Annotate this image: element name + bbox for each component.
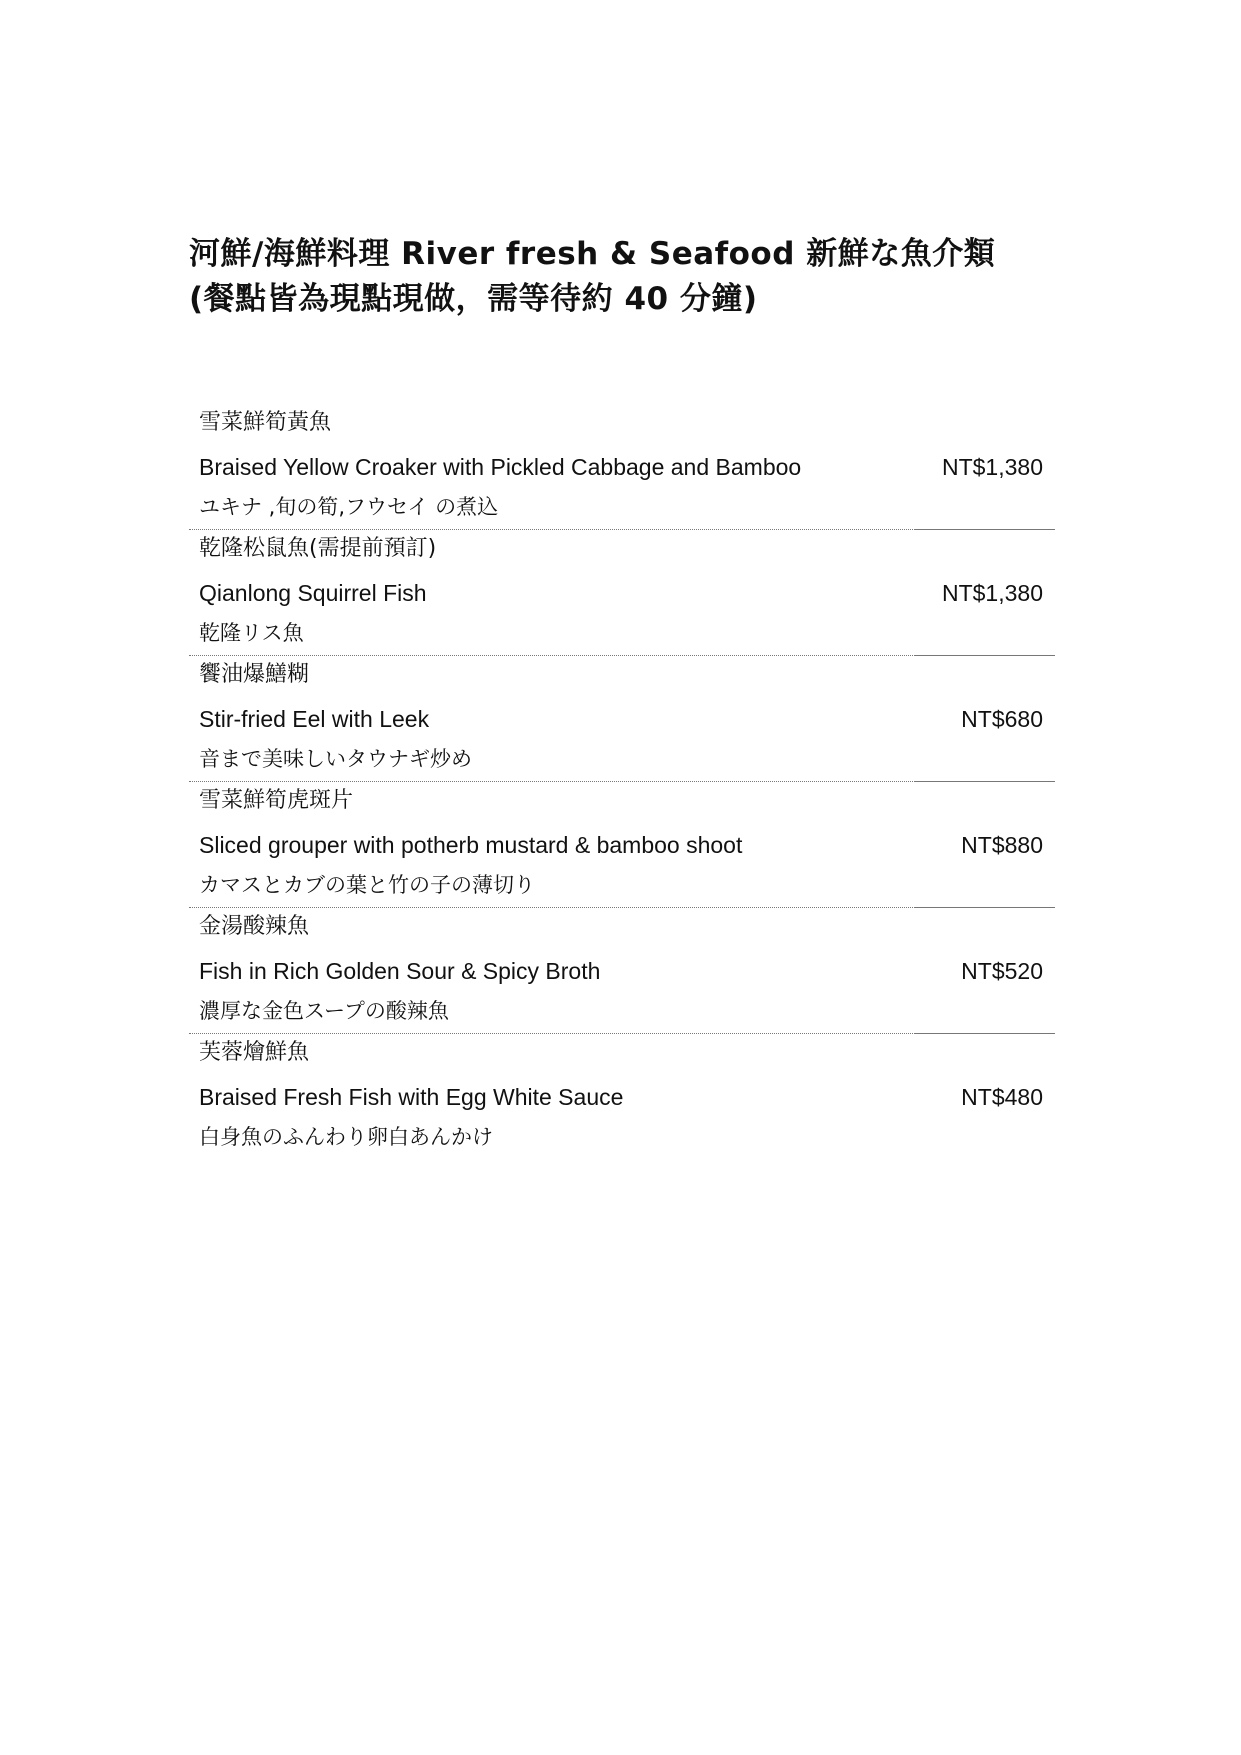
menu-item — [189, 1038, 1055, 1164]
item-price: NT$1,380 — [941, 580, 1043, 606]
item-english-name: Qianlong Squirrel Fish — [199, 580, 427, 606]
item-japanese-name: 乾隆リス魚 — [199, 621, 304, 645]
item-japanese-name: 濃厚な金色スープの酸辣魚 — [199, 999, 449, 1023]
menu-item — [189, 534, 1055, 660]
title-line-1: 河鮮/海鮮料理 River fresh & Seafood 新鮮な魚介類 — [189, 236, 996, 272]
item-english-name: Braised Yellow Croaker with Pickled Cabbage and Bamboo — [199, 454, 802, 480]
item-japanese-name: 音まで美味しいタウナギ炒め — [199, 747, 472, 771]
item-chinese-name: 雪菜鮮筍虎斑片 — [199, 788, 354, 813]
menu-item — [189, 786, 1055, 912]
item-chinese-name: 乾隆松鼠魚(需提前預訂) — [199, 536, 437, 561]
menu-item — [189, 408, 1055, 534]
item-price: NT$520 — [961, 958, 1043, 984]
menu-item — [189, 660, 1055, 786]
item-english-name: Sliced grouper with potherb mustard & bamboo shoot — [199, 832, 743, 858]
item-chinese-name: 饗油爆鱔糊 — [199, 662, 310, 687]
item-english-name: Braised Fresh Fish with Egg White Sauce — [199, 1084, 624, 1110]
title-line-2: (餐點皆為現點現做，需等待約 40 分鐘) — [189, 281, 758, 317]
item-english-name: Fish in Rich Golden Sour & Spicy Broth — [199, 958, 601, 984]
item-chinese-name: 芙蓉燴鮮魚 — [199, 1040, 310, 1065]
page-title — [189, 232, 1089, 322]
item-price: NT$1,380 — [941, 454, 1043, 480]
menu-list — [189, 408, 1055, 1164]
item-chinese-name: 雪菜鮮筍黃魚 — [199, 410, 332, 435]
item-price: NT$880 — [961, 832, 1043, 858]
menu-item — [189, 912, 1055, 1038]
item-english-name: Stir-fried Eel with Leek — [199, 706, 430, 732]
item-japanese-name: 白身魚のふんわり卵白あんかけ — [199, 1125, 493, 1149]
item-price: NT$480 — [961, 1084, 1043, 1110]
item-price: NT$680 — [961, 706, 1043, 732]
item-japanese-name: カマスとカブの葉と竹の子の薄切り — [199, 873, 535, 897]
item-japanese-name: ユキナ ,旬の筍,フウセイ の煮込 — [199, 495, 499, 519]
item-chinese-name: 金湯酸辣魚 — [199, 914, 310, 939]
